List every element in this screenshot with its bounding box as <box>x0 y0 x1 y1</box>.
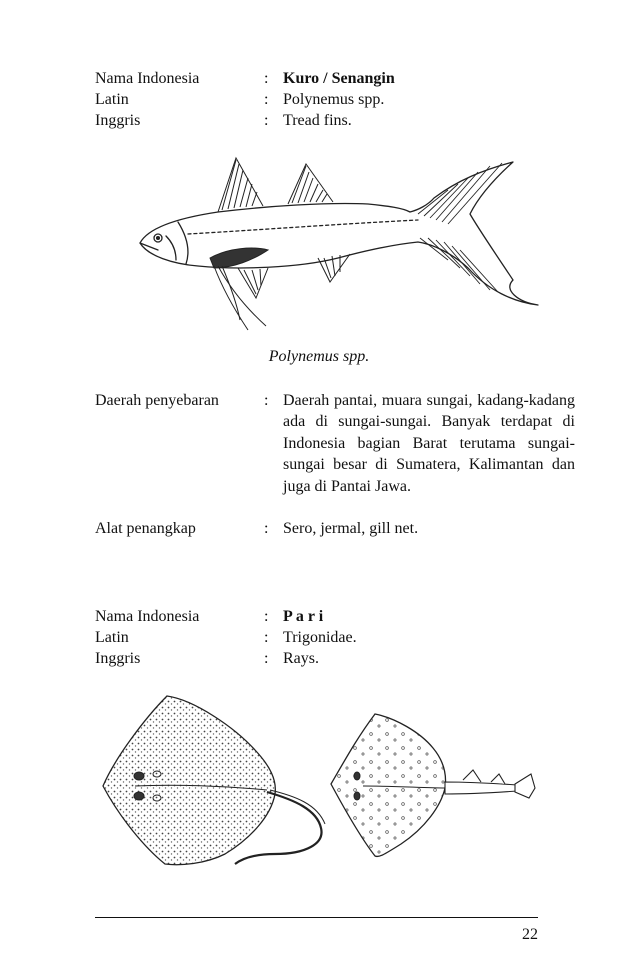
entry1-value-distribution: Daerah pantai, muara sungai, kadang-kadang ada di sungai-sungai. Banyak terdapat di Indonesia bagian Barat terutama sungai-sungai besar di Sumatera, Kalimantan dan juga di Pantai Jawa. <box>283 392 575 495</box>
figure-caption-polynemus: Polynemus spp. <box>268 348 370 365</box>
entry1-colon: : <box>264 520 269 537</box>
entry2-value-nama-indonesia: P a r i <box>283 608 324 625</box>
entry1-label-inggris: Inggris <box>95 112 141 129</box>
entry1-value-fishing-gear: Sero, jermal, gill net. <box>283 520 419 537</box>
entry2-colon: : <box>264 650 269 667</box>
entry1-label-distribution: Daerah penyebaran <box>95 392 219 409</box>
threadfin-fish-illustration <box>118 150 548 340</box>
entry1-value-latin: Polynemus spp. <box>283 91 385 108</box>
entry1-value-nama-indonesia: Kuro / Senangin <box>283 70 395 87</box>
rays-illustration <box>95 688 545 878</box>
entry2-colon: : <box>264 629 269 646</box>
entry1-colon: : <box>264 392 269 409</box>
footer-rule <box>95 917 538 918</box>
entry2-value-inggris: Rays. <box>283 650 319 667</box>
entry1-colon: : <box>264 70 269 87</box>
entry2-colon: : <box>264 608 269 625</box>
entry1-label-nama-indonesia: Nama Indonesia <box>95 70 200 87</box>
entry2-label-nama-indonesia: Nama Indonesia <box>95 608 200 625</box>
entry2-label-inggris: Inggris <box>95 650 141 667</box>
entry1-label-fishing-gear: Alat penangkap <box>95 520 196 537</box>
entry1-colon: : <box>264 112 269 129</box>
entry1-value-inggris: Tread fins. <box>283 112 352 129</box>
entry1-label-latin: Latin <box>95 91 129 108</box>
entry2-value-latin: Trigonidae. <box>283 629 357 646</box>
page-number: 22 <box>522 926 538 943</box>
entry1-colon: : <box>264 91 269 108</box>
entry2-label-latin: Latin <box>95 629 129 646</box>
